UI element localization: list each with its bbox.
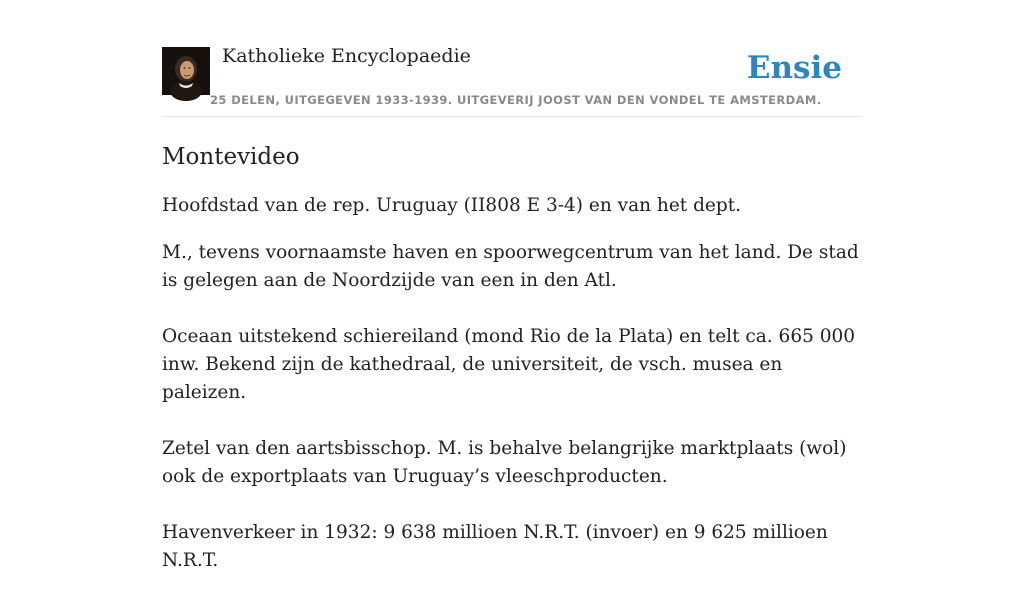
portrait-avatar-icon[interactable] — [162, 47, 210, 95]
article-paragraph: Oceaan uitstekend schiereiland (mond Rio de la Plata) en telt ca. 665 000 inw. Bekend zijn de kathedraal, de universiteit, de vsch. musea en paleizen. — [162, 326, 856, 403]
publication-title[interactable]: Katholieke Encyclopaedie — [222, 45, 471, 67]
publication-subtitle: 25 DELEN, UITGEGEVEN 1933-1939. UITGEVERIJ JOOST VAN DEN VONDEL TE AMSTERDAM. — [210, 93, 822, 107]
article-paragraph: Zetel van den aartsbisschop. M. is behalve belangrijke marktplaats (wol) ook de exportplaats van Uruguay’s vleeschproducten. — [162, 438, 847, 487]
article-paragraph: M., tevens voornaamste haven en spoorwegcentrum van het land. De stad is gelegen aan de Noordzijde van een in den Atl. — [162, 242, 859, 291]
article-body — [162, 192, 862, 575]
brand-logo-link[interactable]: Ensie — [746, 50, 842, 86]
article-paragraph: Hoofdstad van de rep. Uruguay (II808 E 3-4) en van het dept. — [162, 195, 742, 216]
article-paragraph: Havenverkeer in 1932: 9 638 millioen N.R.T. (invoer) en 9 625 millioen N.R.T. — [162, 522, 828, 571]
publication-header — [162, 0, 862, 117]
main-content — [162, 0, 862, 594]
article-title: Montevideo — [162, 144, 300, 170]
